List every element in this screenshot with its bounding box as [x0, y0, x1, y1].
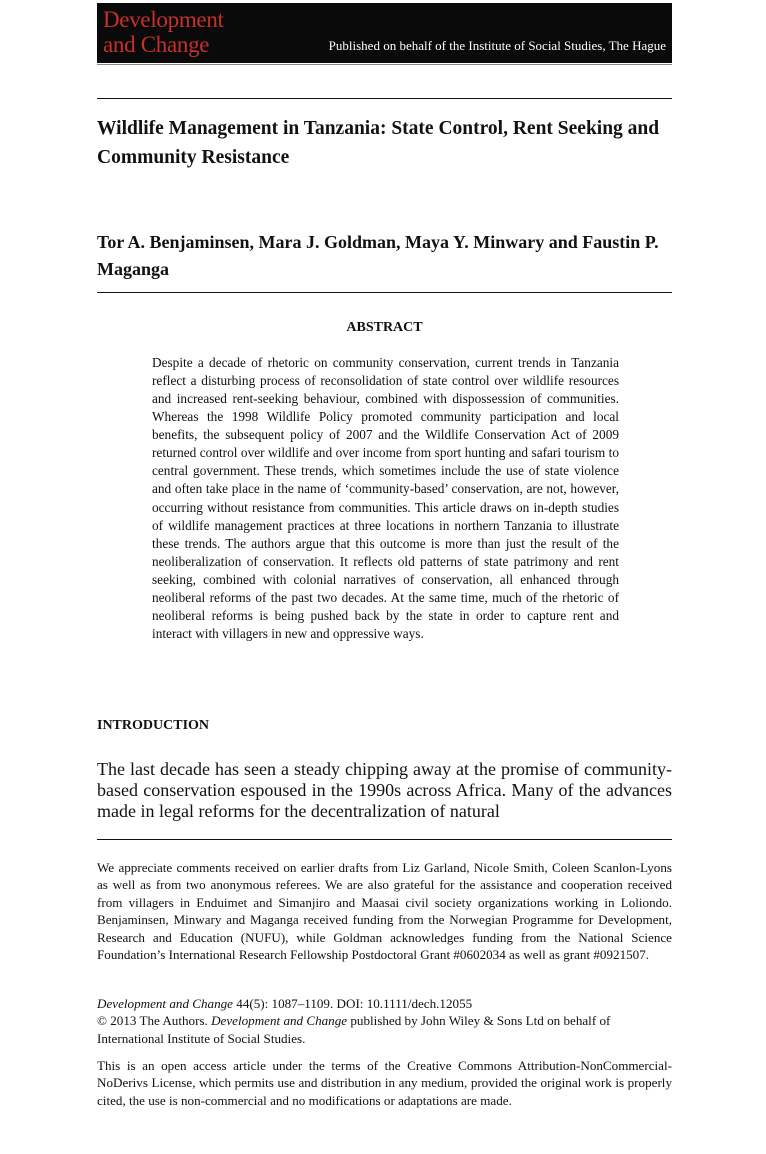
acknowledgements-note: We appreciate comments received on earlier drafts from Liz Garland, Nicole Smith, Coleen Scanlon-Lyons as well as from two anonymous referees. We are also grateful for the assistance and cooperation received from villagers in Enduimet and Simanjiro and Maasai civil society organizations working in Loliondo. Benjaminsen, Minwary and Maganga received funding from the Norwegian Programme for Development, Research and Education (NUFU), while Goldman acknowledges funding from the National Science Foundation’s International Research Fellowship Postdoctoral Grant #0602034 as well as grant #0921507. — [97, 860, 672, 963]
citation-note — [97, 995, 672, 1047]
copyright-suffix: published by John Wiley & Sons Ltd on behalf of International Institute of Social Studies. — [97, 1013, 611, 1046]
footnote-divider — [97, 839, 672, 840]
author-list: Tor A. Benjaminsen, Mara J. Goldman, Maya Y. Minwary and Faustin P. Maganga — [97, 232, 659, 279]
journal-logo — [103, 7, 224, 57]
copyright-journal: Development and Change — [211, 1013, 348, 1029]
masthead-divider — [97, 64, 672, 65]
copyright-prefix: © 2013 The Authors. — [97, 1013, 212, 1029]
journal-name-line2: and Change — [103, 32, 210, 57]
journal-masthead — [97, 3, 672, 63]
title-top-rule — [97, 98, 672, 99]
license-note: This is an open access article under the terms of the Creative Commons Attribution-NonCommercial-NoDerivs License, which permits use and distribution in any medium, provided the original work is properly cited, the use is non-commercial and no modifications or adaptations are made. — [97, 1058, 672, 1108]
abstract-text: Despite a decade of rhetoric on community conservation, current trends in Tanzania reflect a disturbing process of reconsolidation of state control over wildlife resources and increased rent-seeking behaviour, combined with dispossession of communities. Whereas the 1998 Wildlife Policy promoted community participation and local benefits, the subsequent policy of 2007 and the Wildlife Conservation Act of 2009 returned control over wildlife and over income from sport hunting and safari tourism to central government. These trends, which sometimes include the use of state violence and often take place in the name of ‘community-based’ conservation, are not, however, occurring without resistance from communities. This article draws on in-depth studies of wildlife management practices at three locations in northern Tanzania to illustrate these trends. The authors argue that this outcome is more than just the result of the neoliberalization of conservation. It reflects old patterns of state patrimony and rent seeking, combined with colonial narratives of conservation, all enhanced through neoliberal reforms of the past two decades. At the same time, much of the rhetoric of neoliberal reforms is being pushed back by the state in order to capture rent and interact with villagers in new and oppressive ways. — [152, 355, 619, 641]
abstract-heading: ABSTRACT — [346, 320, 423, 335]
citation-journal: Development and Change — [97, 996, 233, 1011]
article-title: Wildlife Management in Tanzania: State Control, Rent Seeking and Community Resistance — [97, 118, 660, 168]
introduction-text: The last decade has seen a steady chipping away at the promise of community-based conservation espoused in the 1990s across Africa. Many of the advances made in legal reforms for the decentralization of natural — [97, 759, 672, 821]
publisher-note: Published on behalf of the Institute of Social Studies, The Hague — [328, 38, 666, 53]
introduction-heading: INTRODUCTION — [97, 718, 210, 733]
citation-details: 44(5): 1087–1109. DOI: 10.1111/dech.12055 — [233, 996, 473, 1011]
journal-name-line1: Development — [103, 7, 224, 32]
authors-bottom-rule — [97, 292, 672, 293]
